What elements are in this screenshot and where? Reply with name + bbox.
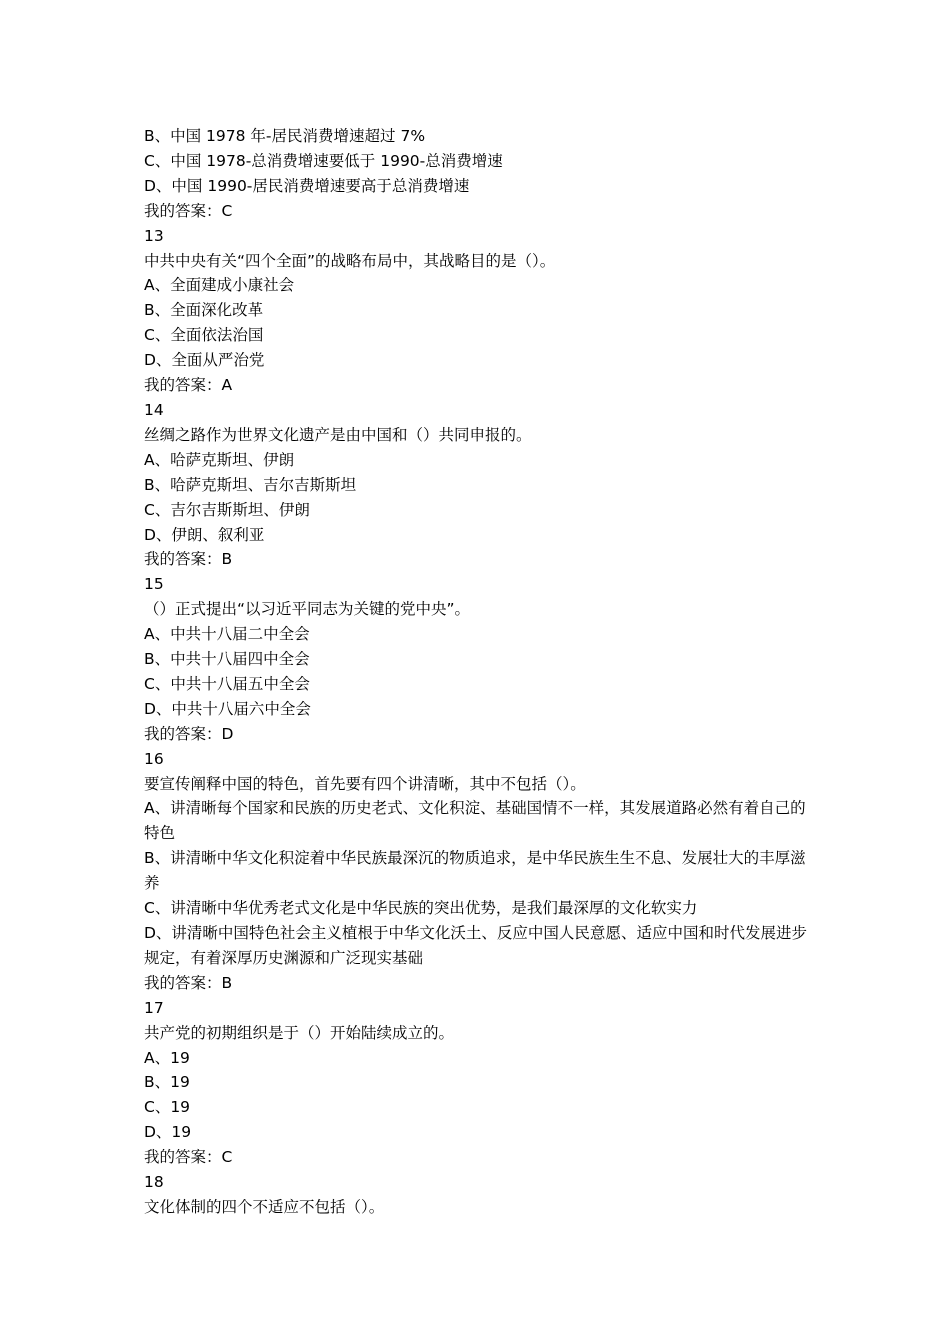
option-a-q15: A、中共十八届二中全会	[144, 625, 310, 644]
answer-q15: 我的答案：D	[144, 724, 234, 743]
question-number-14: 14	[144, 400, 164, 419]
question-text-14: 丝绸之路作为世界文化遗产是由中国和（）共同申报的。	[144, 425, 532, 444]
question-number-13: 13	[144, 226, 164, 245]
question-text-15: （）正式提出“以习近平同志为关键的党中央”。	[144, 600, 471, 619]
question-number-15: 15	[144, 575, 164, 594]
option-c-q14: C、吉尔吉斯斯坦、伊朗	[144, 500, 310, 519]
option-d-q14: D、伊朗、叙利亚	[144, 525, 265, 544]
answer-q14: 我的答案：B	[144, 550, 233, 569]
answer-q16: 我的答案：B	[144, 973, 233, 992]
option-b-q13: B、全面深化改革	[144, 301, 264, 320]
answer-q13: 我的答案：A	[144, 376, 233, 395]
question-number-16: 16	[144, 749, 164, 768]
option-d-q15: D、中共十八届六中全会	[144, 699, 311, 718]
option-d-q17: D、19	[144, 1123, 192, 1142]
option-d-q13: D、全面从严治党	[144, 351, 265, 370]
question-text-13: 中共中央有关“四个全面”的战略布局中，其战略目的是（）。	[144, 251, 556, 270]
question-number-18: 18	[144, 1173, 164, 1192]
option-c-q16: C、讲清晰中华优秀老式文化是中华民族的突出优势，是我们最深厚的文化软实力	[144, 899, 698, 918]
document-page	[144, 124, 814, 1220]
answer-q17: 我的答案：C	[144, 1148, 233, 1167]
option-d-q12: D、中国 1990-居民消费增速要高于总消费增速	[144, 176, 470, 195]
option-c-q12: C、中国 1978-总消费增速要低于 1990-总消费增速	[144, 151, 503, 170]
option-a-q16: A、讲清晰每个国家和民族的历史老式、文化积淀、基础国情不一样，其发展道路必然有着自己的特色	[144, 799, 806, 843]
option-d-q16: D、讲清晰中国特色社会主义植根于中华文化沃土、反应中国人民意愿、适应中国和时代发展进步规定，有着深厚历史渊源和广泛现实基础	[144, 924, 807, 967]
answer-q12: 我的答案：C	[144, 201, 233, 220]
question-number-17: 17	[144, 998, 164, 1017]
option-c-q17: C、19	[144, 1098, 191, 1117]
option-b-q17: B、19	[144, 1073, 190, 1092]
question-text-18: 文化体制的四个不适应不包括（）。	[144, 1197, 385, 1216]
option-a-q17: A、19	[144, 1048, 190, 1067]
option-c-q13: C、全面依法治国	[144, 326, 264, 345]
option-a-q13: A、全面建成小康社会	[144, 276, 295, 295]
option-b-q15: B、中共十八届四中全会	[144, 650, 310, 669]
question-text-16: 要宣传阐释中国的特色，首先要有四个讲清晰，其中不包括（）。	[144, 774, 586, 793]
option-c-q15: C、中共十八届五中全会	[144, 674, 310, 693]
question-text-17: 共产党的初期组织是于（）开始陆续成立的。	[144, 1023, 455, 1042]
option-b-q12: B、中国 1978 年-居民消费增速超过 7%	[144, 127, 426, 145]
option-b-q14: B、哈萨克斯坦、吉尔吉斯斯坦	[144, 475, 357, 494]
option-a-q14: A、哈萨克斯坦、伊朗	[144, 450, 295, 469]
option-b-q16: B、讲清晰中华文化积淀着中华民族最深沉的物质追求，是中华民族生生不息、发展壮大的丰厚滋养	[144, 849, 806, 893]
